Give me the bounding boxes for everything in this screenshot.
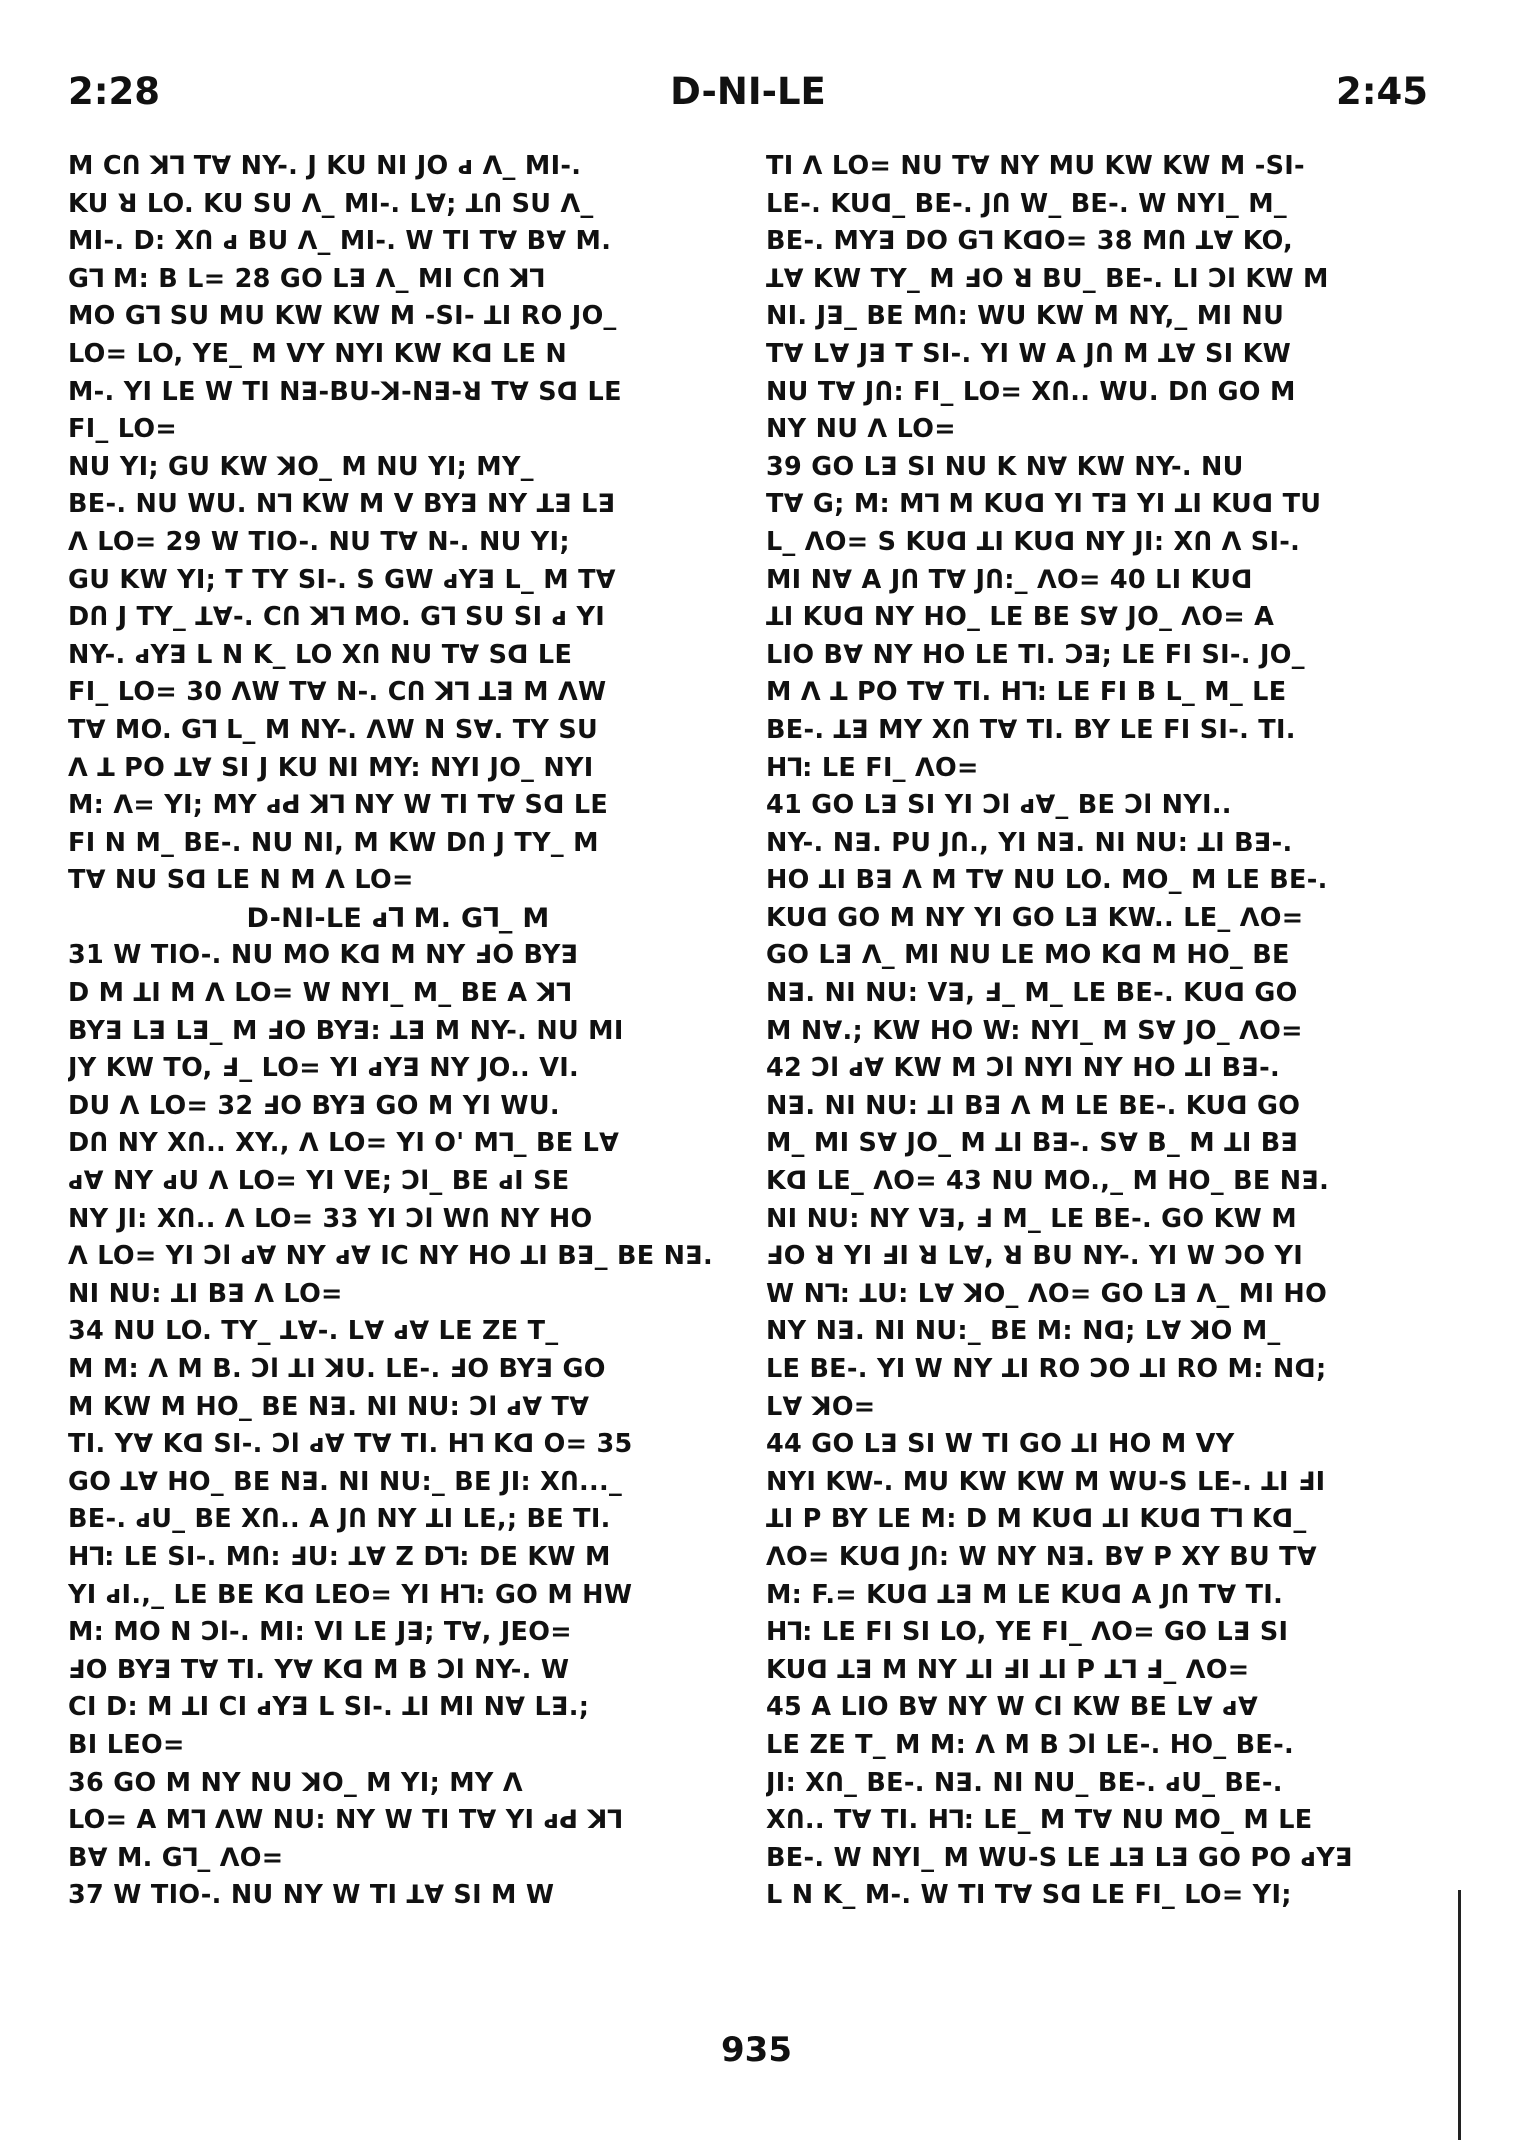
- text-line: 34 NU LO. TY_ ꓕꓯ-. Lꓯ ԁꓯ LE ZE T_: [68, 1316, 559, 1347]
- text-line: 37 W TIO-. NU NY W TI ꓕꓯ SI M W: [68, 1880, 555, 1911]
- text-line: Gꓶ M: B L= 28 GO Lꓱ ꓥ_ MI CՈ ꓘꓶ: [68, 263, 545, 294]
- header-verse-start: 2:28: [68, 70, 161, 113]
- text-line: Nꓱ. NI NU: Vꓱ, ꓞ_ M_ LE BE-. KUꓷ GO: [766, 978, 1298, 1009]
- right-text-column: [766, 148, 1426, 2028]
- text-line: JI: XՈ_ BE-. Nꓱ. NI NU_ BE-. ԁU_ BE-.: [766, 1767, 1283, 1798]
- text-line: NY NU ꓥ LO=: [766, 414, 956, 445]
- text-line: M CՈ ꓘꓶ Tꓯ NY-. J KU NI JO ԁ ꓥ_ MI-.: [68, 151, 582, 181]
- text-line: M: F.= KUꓷ ꓕꓱ M LE KUꓷ A JՈ Tꓯ TI.: [766, 1579, 1284, 1610]
- text-line: LO= A Mꓶ ꓥW NU: NY W TI Tꓯ YI ԁꓒ ꓘꓶ: [68, 1805, 623, 1836]
- text-line: GO Lꓱ ꓥ_ MI NU LE MO Kꓷ M HO_ BE: [766, 940, 1290, 971]
- text-line: M_ MI Sꓯ JO_ M ꓕI Bꓱ-. Sꓯ B_ M ꓕI Bꓱ: [766, 1128, 1299, 1159]
- text-line: M Nꓯ.; KW HO W: NYI_ M Sꓯ JO_ ꓥO=: [766, 1015, 1303, 1046]
- text-line: NU YI; GU KW ꓘO_ M NU YI; MY_: [68, 451, 534, 482]
- text-line: DU ꓥ LO= 32 ꓞO BYꓱ GO M YI WU.: [68, 1090, 560, 1121]
- text-line: NI. Jꓱ_ BE MՈ: WU KW M NY,_ MI NU: [766, 301, 1285, 332]
- text-line: MI-. D: XՈ ԁ BU ꓥ_ MI-. W TI Tꓯ Bꓯ M.: [68, 226, 612, 257]
- text-line: LO= LO, YE_ M VY NYI KW Kꓷ LE N: [68, 338, 568, 369]
- text-line: LE ZE T_ M M: ꓥ M B Ɔl LE-. HO_ BE-.: [766, 1729, 1294, 1760]
- text-line: CI D: M ꓕI CI ԁYꓱ L SI-. ꓕI MI Nꓯ Lꓱ.;: [68, 1692, 590, 1723]
- text-line: ԁꓯ NY ԁU ꓥ LO= YI VE; Ɔl_ BE ԁI SE: [68, 1166, 570, 1197]
- text-line: DՈ J TY_ ꓕꓯ-. CՈ ꓘꓶ MO. Gꓶ SU SI ԁ YI: [68, 602, 606, 633]
- text-line: BE-. ԁU_ BE XՈ.. A JՈ NY ꓕI LE,; BE TI.: [68, 1504, 611, 1535]
- text-line: 45 A LIO Bꓯ NY W CI KW BE Lꓯ ԁꓯ: [766, 1692, 1258, 1723]
- text-line: NY Nꓱ. NI NU:_ BE M: Nꓷ; Lꓯ ꓘO M_: [766, 1316, 1281, 1347]
- text-line: TI. Yꓯ Kꓷ SI-. Ɔl ԁꓯ Tꓯ TI. Hꓶ Kꓷ O= 35: [68, 1429, 633, 1460]
- text-line: Tꓯ Lꓯ Jꓱ T SI-. YI W A JՈ M ꓕꓯ SI KW: [766, 338, 1292, 369]
- text-line: ꓕI KUꓷ NY HO_ LE BE Sꓯ JO_ ꓥO= A: [766, 602, 1275, 633]
- text-line: ꓥ ꓕ PO ꓕꓯ SI J KU NI MY: NYI JO_ NYI: [68, 752, 594, 783]
- text-line: JY KW TO, ꓞ_ LO= YI ԁYꓱ NY JO.. VI.: [68, 1053, 580, 1084]
- text-line: L_ ꓥO= S KUꓷ ꓕI KUꓷ NY JI: XՈ ꓥ SI-.: [766, 526, 1301, 557]
- text-line: BE-. ꓕꓱ MY XՈ Tꓯ TI. BY LE FI SI-. TI.: [766, 714, 1296, 745]
- text-line: 36 GO M NY NU ꓘO_ M YI; MY ꓥ: [68, 1767, 523, 1798]
- text-line: BE-. NU WU. Nꓶ KW M V BYꓱ NY ꓕꓱ Lꓱ: [68, 489, 616, 520]
- text-line: 41 GO Lꓱ SI YI Ɔl ԁꓯ_ BE Ɔl NYI..: [766, 790, 1232, 821]
- text-line: Hꓶ: LE FI SI LO, YE FI_ ꓥO= GO Lꓱ SI: [766, 1617, 1289, 1648]
- text-line: L N K_ M-. W TI Tꓯ Sꓷ LE FI_ LO= YI;: [766, 1880, 1292, 1911]
- text-line: DՈ NY XՈ.. XY., ꓥ LO= YI O' Mꓶ_ BE Lꓯ: [68, 1128, 620, 1159]
- text-line: MO Gꓶ SU MU KW KW M -SI- ꓕI RO JO_: [68, 301, 617, 332]
- text-line: NI NU: NY Vꓱ, ꓞ M_ LE BE-. GO KW M: [766, 1203, 1297, 1234]
- text-line: XՈ.. Tꓯ TI. Hꓶ: LE_ M Tꓯ NU MO_ M LE: [766, 1805, 1313, 1836]
- text-line: LE-. KUꓷ_ BE-. JՈ W_ BE-. W NYI_ M_: [766, 188, 1287, 219]
- text-line: HO ꓕI Bꓱ ꓥ M Tꓯ NU LO. MO_ M LE BE-.: [766, 865, 1328, 896]
- left-text-column: [68, 148, 728, 2028]
- text-line: 44 GO Lꓱ SI W TI GO ꓕI HO M VY: [766, 1429, 1235, 1460]
- text-line: Nꓱ. NI NU: ꓕI Bꓱ ꓥ M LE BE-. KUꓷ GO: [766, 1090, 1301, 1121]
- text-line: ꓕI P BY LE M: D M KUꓷ ꓕI KUꓷ Tꓶ Kꓷ_: [766, 1504, 1307, 1535]
- text-line: ꓞO ꓤ YI ꓞI ꓤ Lꓯ, ꓤ BU NY-. YI W ƆO YI: [766, 1241, 1304, 1272]
- text-line: Hꓶ: LE SI-. MՈ: ꓞU: ꓕꓯ Z Dꓶ: DE KW M: [68, 1541, 611, 1572]
- text-line: NY-. ԁYꓱ L N K_ LO XՈ NU Tꓯ Sꓷ LE: [68, 639, 573, 670]
- text-line: KUꓷ ꓕꓱ M NY ꓕI ꓞI ꓕI P ꓕꓶ ꓞ_ ꓥO=: [766, 1654, 1250, 1685]
- page-number: 935: [721, 2030, 792, 2070]
- text-line: LIO Bꓯ NY HO LE TI. Ɔꓱ; LE FI SI-. JO_: [766, 639, 1305, 670]
- text-line: ꓥ LO= 29 W TIO-. NU Tꓯ N-. NU YI;: [68, 526, 570, 557]
- text-line: TI ꓥ LO= NU Tꓯ NY MU KW KW M -SI-: [766, 151, 1305, 181]
- text-line: Tꓯ G; M: Mꓶ M KUꓷ YI Tꓱ YI ꓕI KUꓷ TU: [766, 489, 1322, 520]
- text-line: NY JI: XՈ.. ꓥ LO= 33 YI Ɔl WՈ NY HO: [68, 1203, 593, 1234]
- text-line: 42 Ɔl ԁꓯ KW M Ɔl NYI NY HO ꓕI Bꓱ-.: [766, 1053, 1280, 1084]
- text-line: D M ꓕI M ꓥ LO= W NYI_ M_ BE A ꓘꓶ: [68, 978, 572, 1009]
- text-line: KU ꓤ LO. KU SU ꓥ_ MI-. Lꓯ; ꓕՈ SU ꓥ_: [68, 188, 594, 219]
- text-line: GO ꓕꓯ HO_ BE Nꓱ. NI NU:_ BE JI: XՈ..._: [68, 1466, 623, 1497]
- text-line: BE-. W NYI_ M WU-S LE ꓕꓱ Lꓱ GO PO ԁYꓱ: [766, 1842, 1353, 1873]
- text-line: ꓥ LO= YI Ɔl ԁꓯ NY ԁꓯ IC NY HO ꓕI Bꓱ_ BE Nꓱ.: [68, 1241, 713, 1272]
- text-line: FI_ LO= 30 ꓥW Tꓯ N-. CՈ ꓘꓶ ꓕꓱ M ꓥW: [68, 677, 607, 708]
- text-line: BE-. MYꓱ DO Gꓶ KꓷO= 38 MՈ ꓕꓯ KO,: [766, 226, 1294, 257]
- text-line: M: MO N Ɔl-. MI: VI LE Jꓱ; Tꓯ, JEO=: [68, 1617, 572, 1648]
- text-line: BI LEO=: [68, 1729, 185, 1760]
- header-book-title: D-NI-LE: [670, 70, 826, 113]
- text-line: LE BE-. YI W NY ꓕI RO ƆO ꓕI RO M: Nꓷ;: [766, 1354, 1327, 1384]
- text-line: GU KW YI; T TY SI-. S GW ԁYꓱ L_ M Tꓯ: [68, 564, 616, 595]
- text-line: NY-. Nꓱ. PU JՈ., YI Nꓱ. NI NU: ꓕI Bꓱ-.: [766, 827, 1293, 858]
- text-line: Tꓯ MO. Gꓶ L_ M NY-. ꓥW N Sꓯ. TY SU: [68, 714, 599, 745]
- text-line: 31 W TIO-. NU MO Kꓷ M NY ꓞO BYꓱ: [68, 940, 579, 971]
- text-line: FI_ LO=: [68, 414, 178, 445]
- text-line: M-. YI LE W TI Nꓱ-BU-ꓘ-Nꓱ-ꓤ Tꓯ Sꓷ LE: [68, 376, 622, 407]
- text-line: M KW M HO_ BE Nꓱ. NI NU: Ɔl ԁꓯ Tꓯ: [68, 1391, 590, 1422]
- text-line: Hꓶ: LE FI_ ꓥO=: [766, 752, 979, 783]
- margin-rule: [1458, 1890, 1461, 2140]
- text-line: M: ꓥ= YI; MY ԁꓒ ꓘꓶ NY W TI Tꓯ Sꓷ LE: [68, 790, 609, 821]
- text-line: Kꓷ LE_ ꓥO= 43 NU MO.,_ M HO_ BE Nꓱ.: [766, 1166, 1330, 1197]
- text-line: ꓕꓯ KW TY_ M ꓞO ꓤ BU_ BE-. LI Ɔl KW M: [766, 263, 1329, 294]
- text-line: ꓞO BYꓱ Tꓯ TI. Yꓯ Kꓷ M B Ɔl NY-. W: [68, 1654, 570, 1685]
- text-line: Lꓯ ꓘO=: [766, 1391, 876, 1422]
- text-line: BYꓱ Lꓱ Lꓱ_ M ꓞO BYꓱ: ꓕꓱ M NY-. NU MI: [68, 1015, 624, 1046]
- text-line: NYI KW-. MU KW KW M WU-S LE-. ꓕI ꓞI: [766, 1466, 1326, 1497]
- text-line: KUꓷ GO M NY YI GO Lꓱ KW.. LE_ ꓥO=: [766, 902, 1304, 933]
- text-line: YI ԁI.,_ LE BE Kꓷ LEO= YI Hꓶ: GO M HW: [68, 1579, 633, 1610]
- text-line: M ꓥ ꓕ PO Tꓯ TI. Hꓶ: LE FI B L_ M_ LE: [766, 677, 1287, 708]
- text-line: 39 GO Lꓱ SI NU K Nꓯ KW NY-. NU: [766, 451, 1244, 482]
- text-line: M M: ꓥ M B. Ɔl ꓕI ꓘU. LE-. ꓞO BYꓱ GO: [68, 1354, 606, 1384]
- text-line: W Nꓶ: ꓕU: Lꓯ ꓘO_ ꓥO= GO Lꓱ ꓥ_ MI HO: [766, 1278, 1328, 1309]
- text-line: NI NU: ꓕI Bꓱ ꓥ LO=: [68, 1278, 343, 1309]
- text-line: Tꓯ NU Sꓷ LE N M ꓥ LO=: [68, 865, 414, 896]
- text-line: ꓥO= KUꓷ JՈ: W NY Nꓱ. Bꓯ P XY BU Tꓯ: [766, 1541, 1317, 1572]
- text-line: Bꓯ M. Gꓶ_ ꓥO=: [68, 1842, 284, 1873]
- text-line: FI N M_ BE-. NU NI, M KW DՈ J TY_ M: [68, 827, 599, 858]
- text-line: MI Nꓯ A JՈ Tꓯ JՈ:_ ꓥO= 40 LI KUꓷ: [766, 564, 1253, 595]
- section-heading: D-NI-LE ԁꓶ M. Gꓶ_ M: [246, 902, 550, 934]
- running-header: [68, 70, 1428, 120]
- text-line: NU Tꓯ JՈ: FI_ LO= XՈ.. WU. DՈ GO M: [766, 376, 1296, 407]
- header-verse-end: 2:45: [1335, 70, 1428, 113]
